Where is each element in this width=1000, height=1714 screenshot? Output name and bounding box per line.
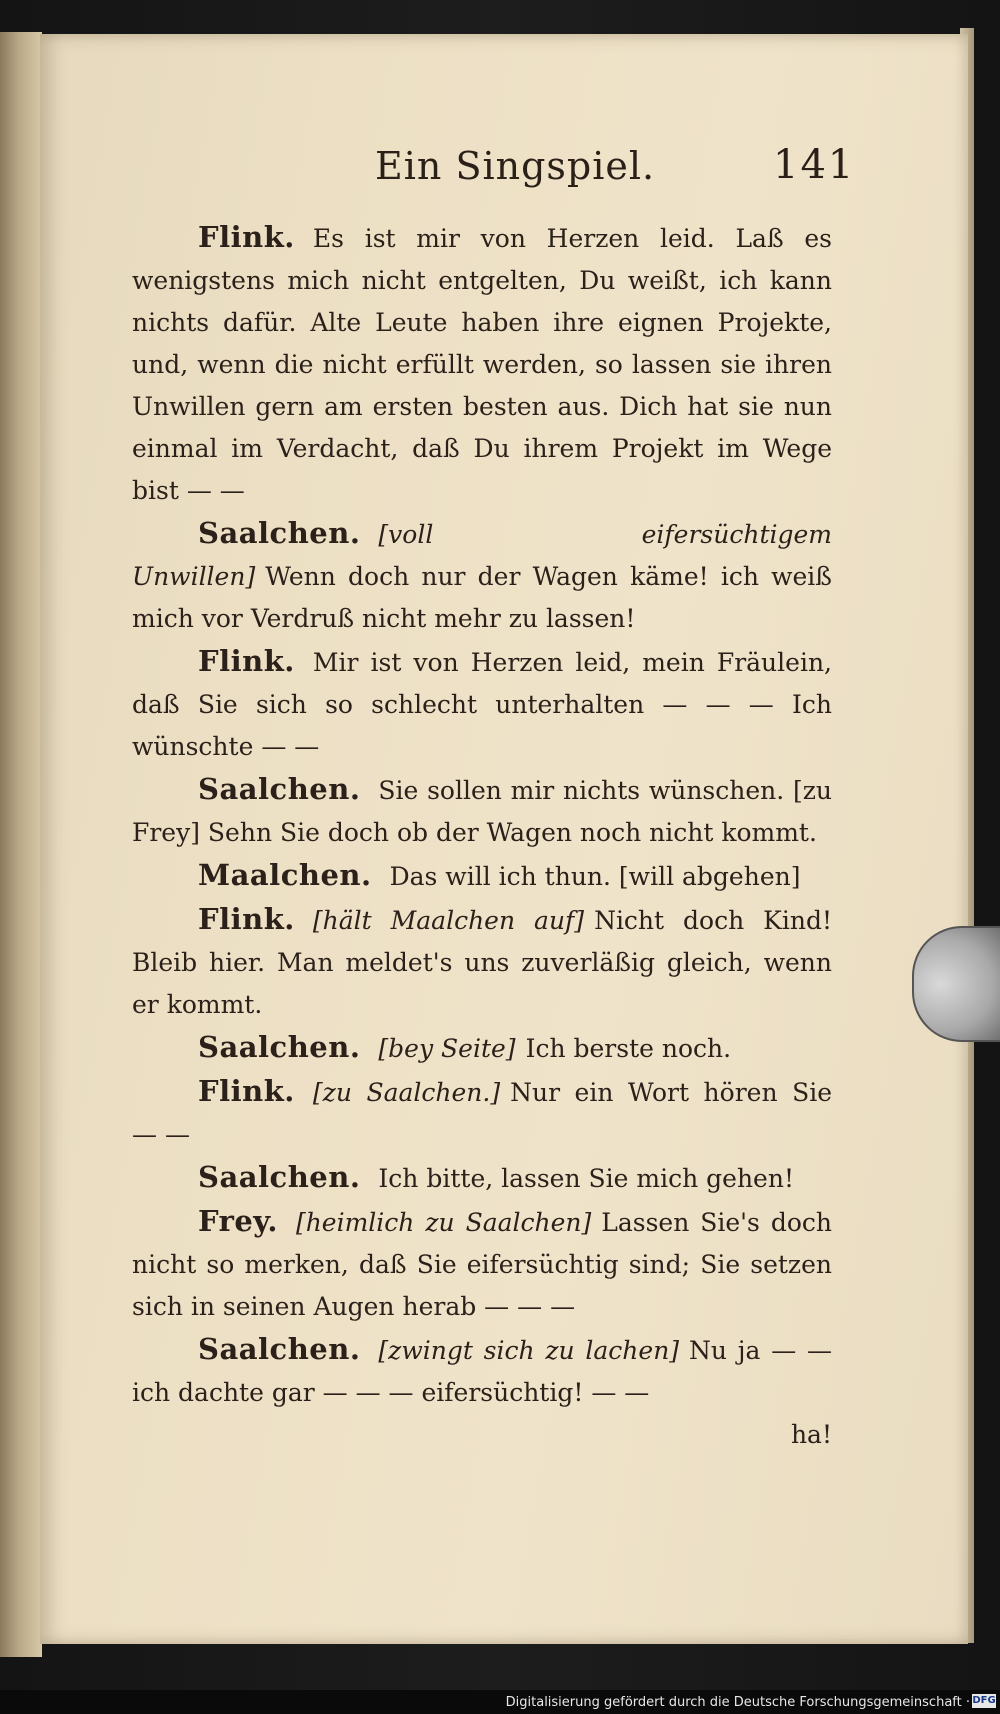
dialogue-text: Nicht doch Kind! Bleib hier. Man meldet's uns zuverläßig gleich, wenn er kommt.: [132, 906, 832, 1019]
speaker-name: Saalchen.: [198, 1160, 361, 1194]
speaker-name: Saalchen.: [198, 772, 361, 806]
page-number: 141: [773, 142, 856, 188]
speaker-name: Saalchen.: [198, 1030, 361, 1064]
dialogue-paragraph: [132, 1070, 832, 1156]
dialogue-paragraph: [132, 1328, 832, 1414]
speaker-name: Saalchen.: [198, 1332, 361, 1366]
dialogue-paragraph: [132, 1026, 832, 1070]
running-title: Ein Singspiel.: [375, 144, 656, 188]
speaker-name: Flink.: [198, 1074, 295, 1108]
dialogue-text: Lassen Sie's doch nicht so merken, daß Sie eifersüchtig sind; Sie setzen sich in seinen Augen herab — — —: [132, 1208, 832, 1321]
stage-direction: [zu Saalchen.]: [312, 1078, 501, 1107]
speaker-name: Frey.: [198, 1204, 278, 1238]
speaker-name: Maalchen.: [198, 858, 372, 892]
funding-credit: Digitalisierung gefördert durch die Deutsche Forschungsgemeinschaft ·: [505, 1695, 970, 1710]
stage-direction: [voll eifersüchtigem Unwillen]: [132, 520, 832, 591]
dialogue-text: Ich berste noch.: [525, 1034, 732, 1063]
dialogue-paragraph: [132, 216, 832, 512]
dialogue-text: Ich bitte, lassen Sie mich gehen!: [378, 1164, 794, 1193]
page-turn-tab[interactable]: [912, 926, 1000, 1042]
dfg-logo: DFG: [972, 1695, 996, 1706]
running-header: [130, 140, 856, 210]
dialogue-paragraph: [132, 898, 832, 1026]
speaker-name: Flink.: [198, 644, 295, 678]
dialogue-text: Mir ist von Herzen leid, mein Fräulein, daß Sie sich so schlecht unterhalten — — — Ich wünschte — —: [132, 648, 832, 761]
speaker-name: Flink.: [198, 902, 295, 936]
dialogue-text: Das will ich thun. [will abgehen]: [389, 862, 801, 891]
dialogue-paragraph: [132, 512, 832, 640]
dialogue-paragraph: [132, 640, 832, 768]
dialogue-text: Es ist mir von Herzen leid. Laß es wenigstens mich nicht entgelten, Du weißt, ich kann nichts dafür. Alte Leute haben ihre eignen Projekte, und, wenn die nicht erfüllt werden, so lassen sie ihren Unwillen gern am ersten besten aus. Dich hat sie nun einmal im Verdacht, daß Du ihrem Projekt im Wege bist — —: [132, 224, 832, 505]
dialogue-text: Nur ein Wort hören Sie — —: [132, 1078, 832, 1149]
dialogue-text: Wenn doch nur der Wagen käme! ich weiß mich vor Verdruß nicht mehr zu lassen!: [132, 562, 832, 633]
dialogue-paragraph: [132, 854, 832, 898]
body-text: [132, 216, 832, 1456]
stage-direction: [zwingt sich zu lachen]: [378, 1336, 680, 1365]
dialogue-paragraph: [132, 1156, 832, 1200]
dialogue-paragraph: [132, 768, 832, 854]
last-line: ha!: [790, 1420, 832, 1449]
dialogue-text: Sie sollen mir nichts wünschen. [zu Frey] Sehn Sie doch ob der Wagen noch nicht kommt.: [132, 776, 832, 847]
stage-direction: [bey Seite]: [378, 1034, 516, 1063]
stage-direction: [hält Maalchen auf]: [312, 906, 585, 935]
speaker-name: Flink.: [198, 220, 295, 254]
stage-direction: [heimlich zu Saalchen]: [295, 1208, 592, 1237]
book-spine-edge: [0, 32, 42, 1657]
dialogue-paragraph: [132, 1200, 832, 1328]
speaker-name: Saalchen.: [198, 516, 361, 550]
dialogue-text: Nu ja — — ich dachte gar — — — eifersüchtig! — —: [132, 1336, 832, 1407]
